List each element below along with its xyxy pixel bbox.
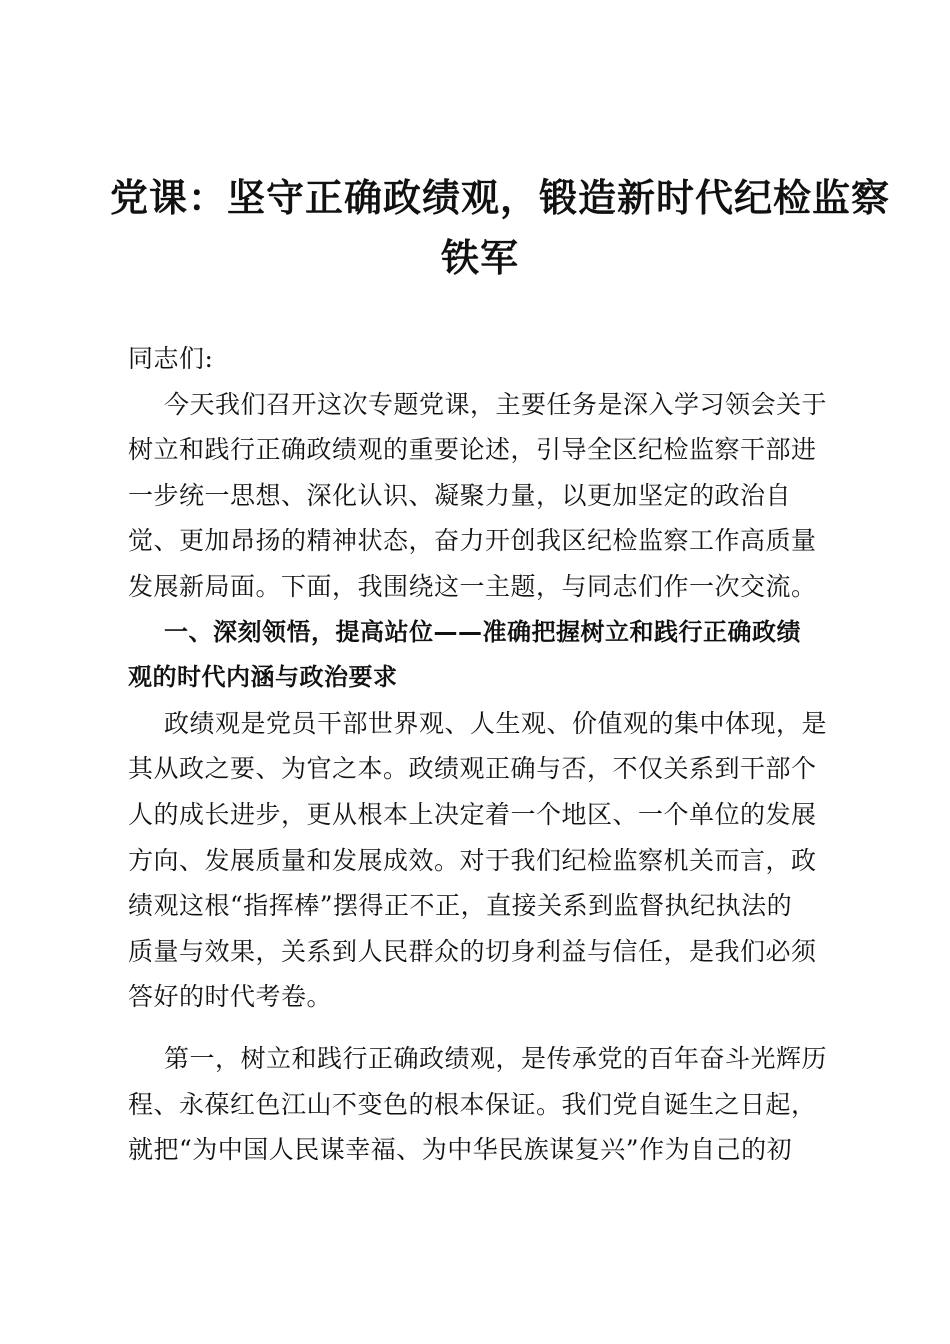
paragraph-line: 质量与效果，关系到人民群众的切身利益与信任，是我们必须 [128, 936, 817, 966]
paragraph-line: 一步统一思想、深化认识、凝聚力量，以更加坚定的政治自 [128, 480, 792, 510]
title-line: 铁军 [440, 235, 519, 280]
section-heading-1 [128, 610, 828, 701]
paragraph-line: 第一，树立和践行正确政绩观，是传承党的百年奋斗光辉历 [164, 1043, 828, 1073]
paragraph-line: 答好的时代考卷。 [128, 982, 333, 1012]
paragraph-line: 人的成长进步，更从根本上决定着一个地区、一个单位的发展 [128, 799, 817, 829]
heading-line: 观的时代内涵与政治要求 [128, 663, 398, 692]
paragraph-line: 发展新局面。下面，我围绕这一主题，与同志们作一次交流。 [128, 571, 817, 601]
title-line: 党课：坚守正确政绩观，锻造新时代纪检监察 [110, 175, 891, 220]
paragraph-line: 政绩观是党员干部世界观、人生观、价值观的集中体现，是 [164, 708, 828, 738]
document-body [128, 336, 828, 1173]
paragraph-line: 绩观这根“指挥棒”摆得正不正，直接关系到监督执纪执法的 [128, 891, 793, 921]
paragraph-spacer [128, 1020, 828, 1036]
paragraph-line: 方向、发展质量和发展成效。对于我们纪检监察机关而言，政 [128, 845, 817, 875]
paragraph-line: 树立和践行正确政绩观的重要论述，引导全区纪检监察干部进 [128, 435, 817, 465]
paragraph-section1 [128, 701, 828, 1020]
paragraph-intro [128, 382, 828, 610]
paragraph-line: 其从政之要、为官之本。政绩观正确与否，不仅关系到干部个 [128, 754, 817, 784]
paragraph-line: 就把“为中国人民谋幸福、为中华民族谋复兴”作为自己的初 [128, 1135, 793, 1165]
salutation: 同志们: [128, 344, 214, 373]
document-title [110, 168, 891, 288]
heading-line: 一、深刻领悟，提高站位——准确把握树立和践行正确政绩 [164, 617, 801, 646]
paragraph-line: 程、永葆红色江山不变色的根本保证。我们党自诞生之日起， [128, 1089, 817, 1119]
paragraph-line: 今天我们召开这次专题党课，主要任务是深入学习领会关于 [164, 389, 828, 419]
paragraph-line: 觉、更加昂扬的精神状态，奋力开创我区纪检监察工作高质量 [128, 526, 817, 556]
paragraph-first-point [128, 1036, 828, 1173]
